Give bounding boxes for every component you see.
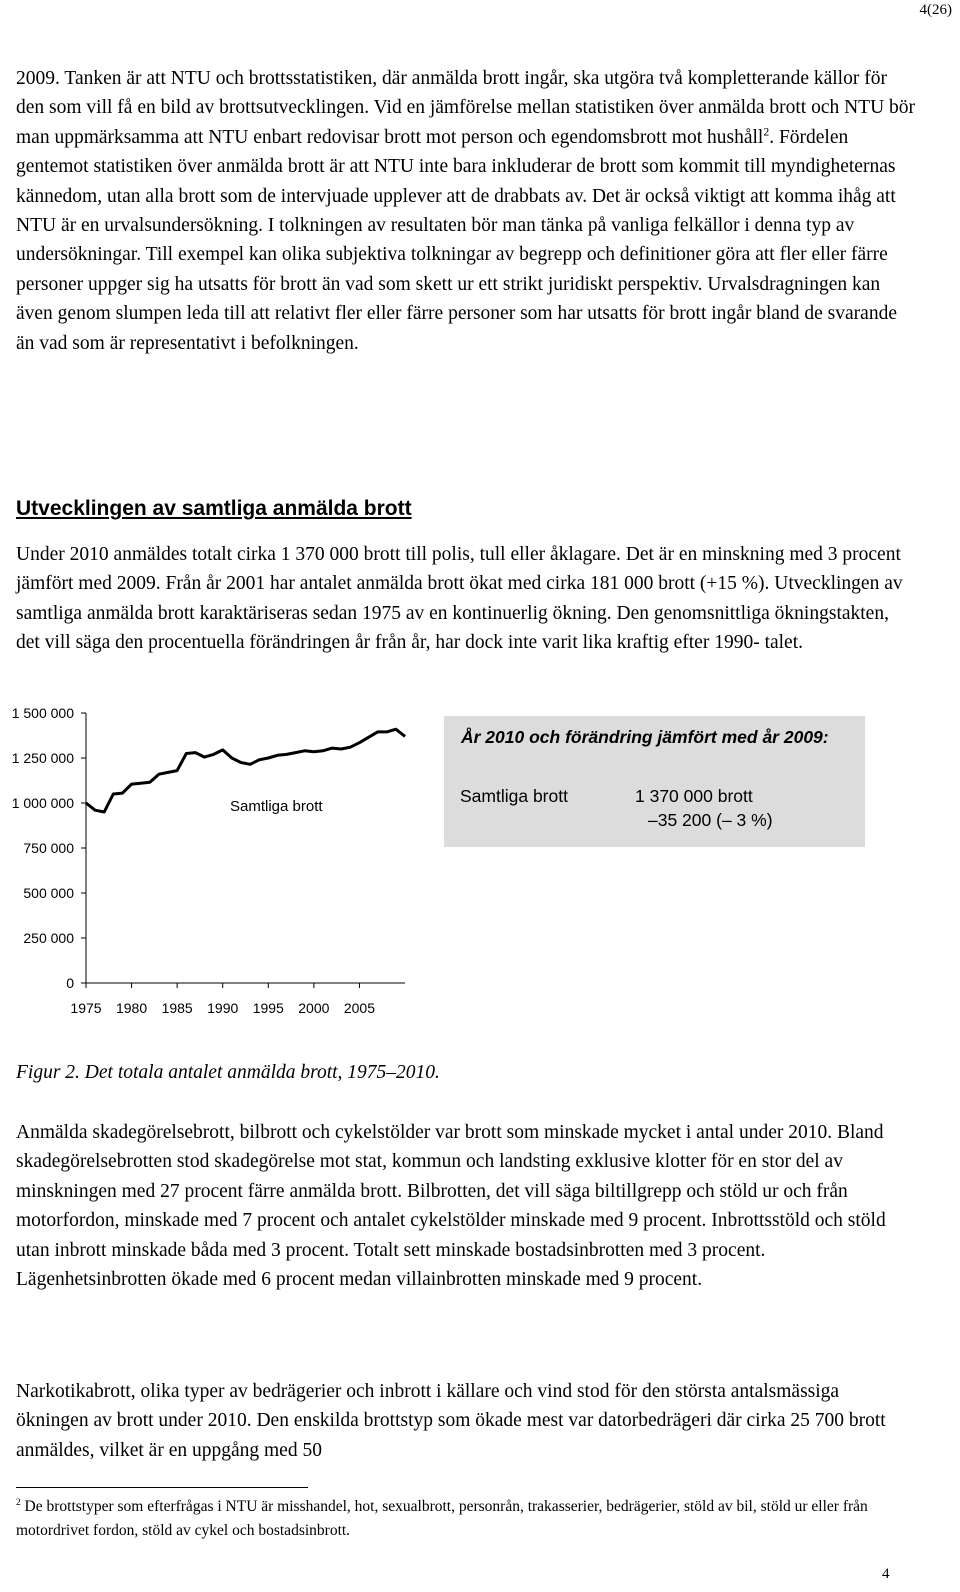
paragraph-skadegorelse: Anmälda skadegörelsebrott, bilbrott och cykelstölder var brott som minskade mycket i antal under 2010. Bland skadegörelsebrotten stod skadegörelse mot stat, kommun och landsting exklusive klotter för en stor del av minskningen med 27 procent färre anmälda brott. Bilbrotten, det vill säga biltillgrepp och stöld ur och från motorfordon, minskade med 7 procent och antalet cykelstölder minskade med 9 procent. Inbrottsstöld och stöld utan inbrott minskade båda med 3 procent. Totalt sett minskade bostadsinbrotten med 3 procent. Lägenhetsinbrotten ökade med 6 procent medan villainbrotten minskade med 9 procent.: [16, 1122, 886, 1291]
footnote-divider: [16, 1487, 308, 1488]
series-annotation: Samtliga brott: [230, 798, 323, 815]
y-tick-label: 0: [66, 975, 74, 991]
section-paragraph: Under 2010 anmäldes totalt cirka 1 370 000 brott till polis, tull eller åklagare. Det är en minskning med 3 procent jämfört med 2009. Från år 2001 har antalet anmälda brott ökat med cirka 181 000 brott (+15 %). Utvecklingen av samtliga anmälda brott karaktäriseras sedan 1975 av en kontinuerlig ökning. Den genomsnittliga ökningstakten, det vill säga den procentuella förändringen år från år, har dock inte varit lika kraftig efter 1990- talet.: [16, 544, 903, 654]
footnote-number: 2: [16, 1497, 21, 1508]
summary-box: [444, 716, 865, 847]
y-axis-ticks: [12, 705, 86, 991]
x-tick-label: 2000: [298, 1000, 330, 1016]
x-tick-label: 1980: [115, 1000, 148, 1016]
footnote-reference[interactable]: 2: [763, 125, 770, 139]
x-tick-label: 1985: [161, 1000, 193, 1016]
y-tick-label: 1 000 000: [11, 795, 74, 811]
x-tick-label: 1995: [252, 1000, 284, 1016]
y-tick-label: 1 250 000: [11, 750, 74, 766]
footnote: [16, 1495, 916, 1543]
y-tick-label: 500 000: [23, 885, 74, 901]
x-axis-ticks: [70, 983, 375, 1016]
intro-text-1: 2009. Tanken är att NTU och brottsstatistiken, där anmälda brott ingår, ska utgöra två kompletterande källor för den som vill få en bild av brottsutvecklingen. Vid en jämförelse mellan statistiken över anmälda brott och NTU bör man uppmärksamma att NTU enbart redovisar brott mot person och egendomsbrott mot hushåll: [16, 68, 916, 148]
section-heading: Utvecklingen av samtliga anmälda brott: [16, 497, 412, 520]
paragraph-narkotika: Narkotikabrott, olika typer av bedrägerier och inbrott i källare och vind stod för den största antalsmässiga ökningen av brott under 2010. Den enskilda brottstyp som ökade mest var datorbedrägeri där cirka 25 700 brott anmäldes, vilket är en uppgång med 50: [16, 1381, 886, 1461]
y-tick-label: 250 000: [23, 930, 74, 946]
summary-value: 1 370 000 brott: [635, 786, 753, 806]
figure-caption: Figur 2. Det totala antalet anmälda brott, 1975–2010.: [16, 1062, 440, 1083]
y-tick-label: 1 500 000: [11, 705, 74, 721]
summary-label: Samtliga brott: [460, 786, 568, 806]
page-number-header: 4(26): [919, 2, 952, 18]
page-number-footer: 4: [882, 1566, 890, 1582]
x-tick-label: 1990: [207, 1000, 239, 1016]
y-tick-label: 750 000: [23, 840, 74, 856]
intro-paragraph: [16, 64, 916, 358]
summary-title: År 2010 och förändring jämfört med år 2009:: [461, 727, 829, 747]
line-chart: [0, 700, 440, 1030]
summary-change: –35 200 (– 3 %): [648, 810, 773, 830]
footnote-text: De brottstyper som efterfrågas i NTU är misshandel, hot, sexualbrott, personrån, trakasserier, bedrägerier, stöld av bil, stöld ur eller från motordrivet fordon, stöld av cykel och bostadsinbrott.: [16, 1498, 868, 1539]
x-tick-label: 2005: [343, 1000, 376, 1016]
x-tick-label: 1975: [70, 1000, 102, 1016]
intro-text-2: . Fördelen gentemot statistiken över anmälda brott är att NTU inte bara inkluderar de brott som kommit till myndigheternas kännedom, utan alla brott som de intervjuade upplever att de drabbats av. Det är också viktigt att komma ihåg att NTU är en urvalsundersökning. I tolkningen av resultaten bör man tänka på vanliga felkällor i denna typ av undersökningar. Till exempel kan olika subjektiva tolkningar av begrepp och definitioner göra att fler eller färre personer uppger sig ha utsatts för brott än vad som skett ur ett strikt juridiskt perspektiv. Urvalsdragningen kan även genom slumpen leda till att relativt fler eller färre personer som har utsatts för brott ingår bland de svarande än vad som är representativt i befolkningen.: [16, 126, 897, 354]
